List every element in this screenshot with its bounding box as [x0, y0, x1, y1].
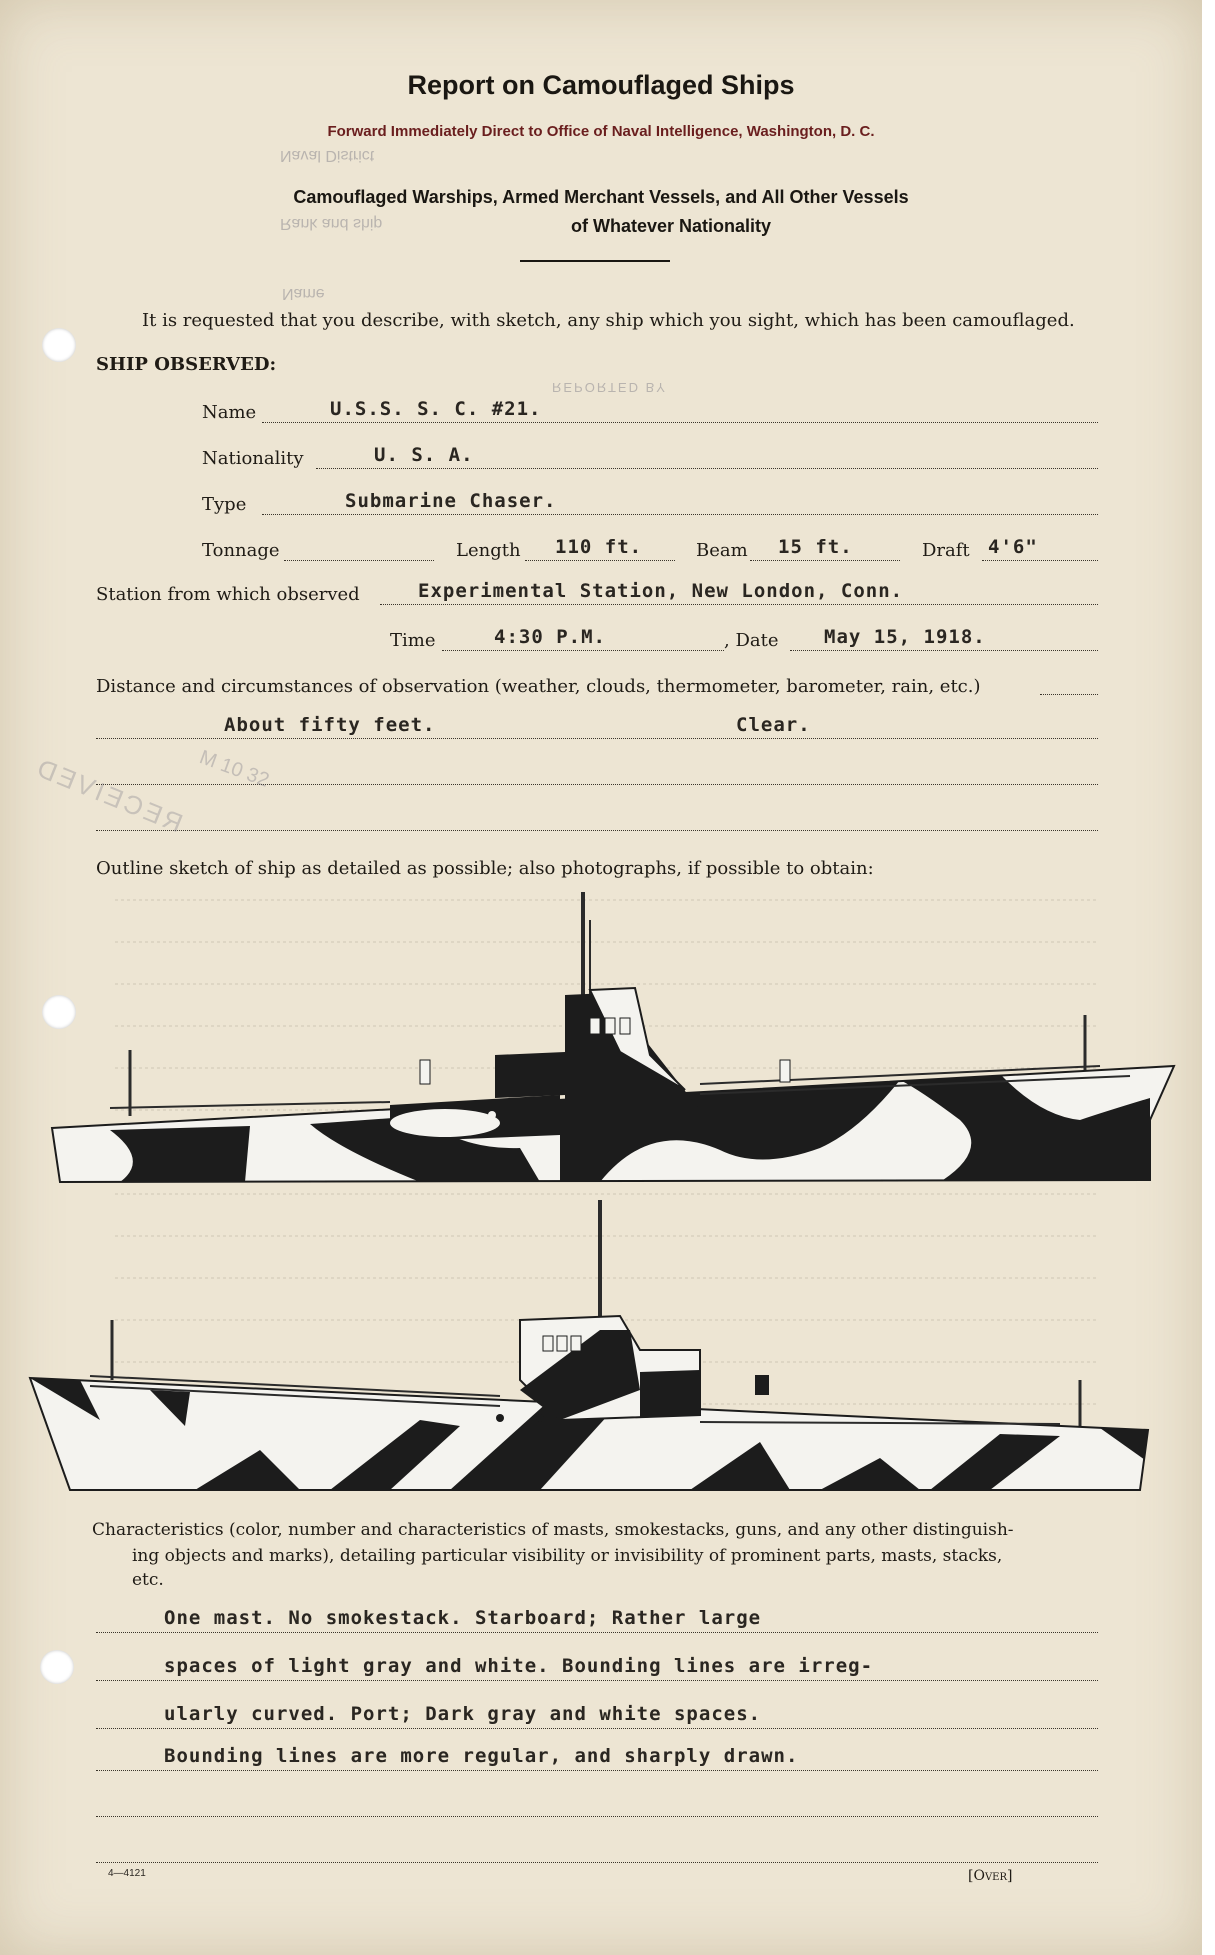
ship-observed-heading: SHIP OBSERVED:: [96, 354, 277, 375]
nationality-value[interactable]: U. S. A.: [374, 444, 474, 466]
beam-label: Beam: [696, 540, 748, 561]
type-label: Type: [202, 494, 247, 515]
time-line: [442, 650, 724, 651]
form-title: Report on Camouflaged Ships: [407, 70, 795, 100]
time-label: Time: [390, 630, 436, 651]
date-value[interactable]: May 15, 1918.: [824, 626, 986, 648]
station-value[interactable]: Experimental Station, New London, Conn.: [418, 580, 904, 602]
time-value[interactable]: 4:30 P.M.: [494, 626, 606, 648]
ghost-naval-district: Naval District: [280, 147, 375, 164]
distance-value[interactable]: About fifty feet.: [224, 714, 436, 736]
name-label: Name: [202, 402, 257, 423]
form-number: 4—4121: [108, 1868, 146, 1879]
subtitle-line-2: of Whatever Nationality: [570, 216, 772, 236]
characteristics-label-3: etc.: [132, 1570, 164, 1590]
length-value[interactable]: 110 ft.: [555, 536, 643, 558]
ghost-rank: Rank and ship: [280, 215, 383, 232]
draft-value[interactable]: 4'6": [988, 536, 1038, 558]
intro-text: It is requested that you describe, with sketch, any ship which you sight, which has been camouflaged.: [142, 310, 1075, 331]
draft-label: Draft: [922, 540, 970, 561]
characteristics-line-4: [96, 1770, 1098, 1771]
beam-value[interactable]: 15 ft.: [778, 536, 853, 558]
characteristics-label-1: Characteristics (color, number and characteristics of masts, smokestacks, guns, and any other distinguish-: [92, 1520, 1014, 1540]
over-note: [Over]: [968, 1868, 1013, 1884]
distance-label: Distance and circumstances of observation (weather, clouds, thermometer, barometer, rain, etc.): [96, 676, 981, 697]
characteristics-text-1[interactable]: One mast. No smokestack. Starboard; Rather large: [164, 1607, 762, 1629]
ghost-name: Name: [282, 285, 325, 302]
tonnage-line: [284, 560, 434, 561]
starboard-ship-sketch: [0, 880, 1202, 1200]
name-value[interactable]: U.S.S. S. C. #21.: [330, 398, 542, 420]
length-line: [525, 560, 675, 561]
date-line: [790, 650, 1098, 651]
characteristics-line-6: [96, 1862, 1098, 1863]
subtitle-line-1: Camouflaged Warships, Armed Merchant Vessels, and All Other Vessels: [293, 187, 909, 207]
characteristics-line-2: [96, 1680, 1098, 1681]
characteristics-label-2: ing objects and marks), detailing particular visibility or invisibility of prominent parts, masts, stacks,: [132, 1546, 1003, 1566]
punch-hole-top: [42, 328, 76, 362]
beam-line: [750, 560, 900, 561]
tonnage-label: Tonnage: [202, 540, 280, 561]
reported-by-stamp: REPORTED BY: [552, 380, 667, 395]
weather-value[interactable]: Clear.: [736, 714, 811, 736]
length-label: Length: [456, 540, 521, 561]
forward-instruction: Forward Immediately Direct to Office of Naval Intelligence, Washington, D. C.: [327, 123, 875, 140]
characteristics-line-1: [96, 1632, 1098, 1633]
distance-line-3: [96, 830, 1098, 831]
station-line: [380, 604, 1098, 605]
characteristics-line-5: [96, 1816, 1098, 1817]
nationality-line: [316, 468, 1098, 469]
sketch-label: Outline sketch of ship as detailed as possible; also photographs, if possible to obtain:: [96, 858, 874, 879]
punch-hole-bottom: [40, 1650, 74, 1684]
date-label: , Date: [724, 630, 779, 651]
distance-line-0: [1040, 694, 1098, 695]
characteristics-text-2[interactable]: spaces of light gray and white. Bounding lines are irreg-: [164, 1655, 874, 1677]
characteristics-text-4[interactable]: Bounding lines are more regular, and sharply drawn.: [164, 1745, 799, 1767]
received-date-stamp: M 10 32: [196, 746, 273, 792]
distance-line-1: [96, 738, 1098, 739]
characteristics-text-3[interactable]: ularly curved. Port; Dark gray and white spaces.: [164, 1703, 762, 1725]
characteristics-line-3: [96, 1728, 1098, 1729]
port-ship-sketch: [0, 1190, 1202, 1510]
received-stamp: RECEIVED: [30, 751, 188, 839]
type-value[interactable]: Submarine Chaser.: [345, 490, 557, 512]
name-line: [262, 422, 1098, 423]
header-rule: [520, 260, 670, 262]
type-line: [262, 514, 1098, 515]
station-label: Station from which observed: [96, 584, 360, 605]
nationality-label: Nationality: [202, 448, 304, 469]
draft-line: [982, 560, 1098, 561]
